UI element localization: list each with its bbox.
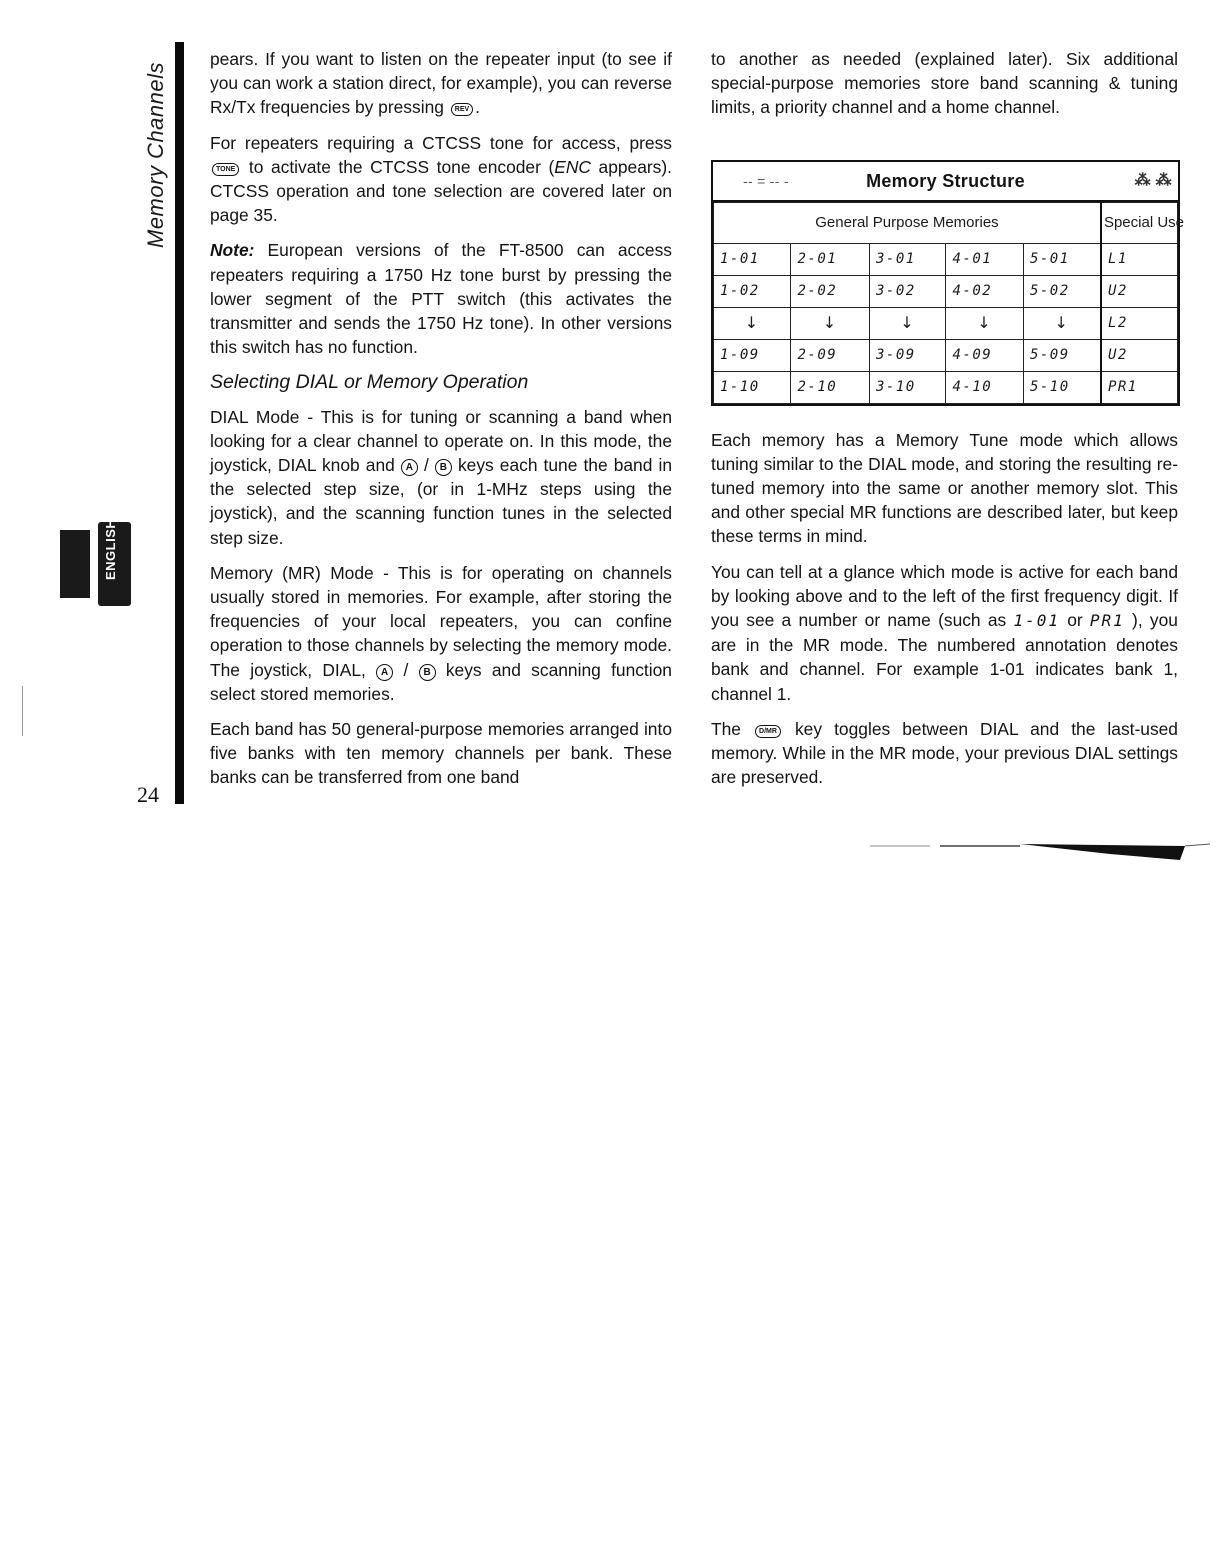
special-memory-cell: L2 (1101, 307, 1178, 339)
memory-cell: 2-09 (791, 339, 870, 371)
memory-structure-table (711, 160, 1184, 406)
paragraph-memory-tune: Each memory has a Memory Tune mode which allows tuning similar to the DIAL mode, and storing the resulting re-tuned memory into the same or another memory slot. This and other special MR functions are described later, but keep these terms in mind. (711, 429, 1178, 547)
dial-mr-key-icon: D/MR (755, 725, 781, 738)
memory-cell: 5-10 (1023, 371, 1101, 403)
margin-mark (22, 686, 23, 712)
b-key-icon: B (435, 459, 452, 476)
paragraph-banks: Each band has 50 general-purpose memories arranged into five banks with ten memory channels per bank. These banks can be transferred from one band (210, 719, 672, 788)
paragraph-repeater-reverse: pears. If you want to listen on the repeater input (to see if you can work a station direct, for example), you can reverse Rx/Tx frequencies by pressing REV . (210, 49, 672, 118)
memory-row (714, 339, 1178, 371)
memory-cell: 1-09 (714, 339, 791, 371)
a-key-icon: A (376, 664, 393, 681)
memory-structure-title-bar (713, 162, 1178, 202)
down-arrow-icon: ↓ (869, 307, 945, 339)
memory-cell: 3-10 (869, 371, 945, 403)
right-column (711, 47, 1184, 800)
paragraph-note: Note: European versions of the FT-8500 can access repeaters requiring a 1750 Hz tone burst by pressing the lower segment of the PTT switch (this activates the transmitter and sends the 1750 Hz tone). In other versions this switch has no function. (210, 240, 672, 358)
section-title: Memory Channels (143, 61, 168, 248)
scribble-decoration: ⁂ ⁂ (1134, 171, 1172, 189)
memory-cell: 2-02 (791, 275, 870, 307)
memory-cell: 5-01 (1023, 243, 1101, 275)
paragraph-dmr-key: The D/MR key toggles between DIAL and the last-used memory. While in the MR mode, your previous DIAL settings are preserved. (711, 718, 1178, 788)
paragraph-mode-indicator: You can tell at a glance which mode is active for each band by looking above and to the left of the first frequency digit. If you see a number or name (such as 1-01 or PR1 ), you are in the MR mode. The numbered annotation denotes bank and channel. For example 1-01 indicates bank 1, channel 1. (711, 561, 1178, 704)
memory-cell: 5-02 (1023, 275, 1101, 307)
memory-row (714, 371, 1178, 403)
scan-streak (870, 838, 1215, 868)
special-memory-cell: U2 (1101, 275, 1178, 307)
note-label: Note: (210, 240, 255, 261)
language-tab-strip (60, 530, 90, 598)
memory-cell: 3-09 (869, 339, 945, 371)
memory-row (714, 275, 1178, 307)
language-tab-label: ENGLISH (103, 518, 118, 580)
memory-cell: 4-09 (946, 339, 1023, 371)
down-arrow-icon: ↓ (1023, 307, 1101, 339)
memory-cell: 1-02 (714, 275, 791, 307)
memory-cell: 4-02 (946, 275, 1023, 307)
tone-key-icon: TONE (212, 163, 239, 176)
down-arrow-icon: ↓ (714, 307, 791, 339)
subheading: Selecting DIAL or Memory Operation (210, 371, 529, 394)
special-memory-cell: U2 (1101, 339, 1178, 371)
paragraph-special-memories: to another as needed (explained later). Six additional special-purpose memories store band scanning & tuning limits, a priority channel and a home channel. (711, 49, 1178, 118)
memory-row (714, 243, 1178, 275)
paragraph-mr-mode: Memory (MR) Mode - This is for operating on channels usually stored in memories. For example, after storing the frequencies of your local repeaters, you can confine operation to those channels by selecting the memory mode. The joystick, DIAL, A / B keys and scanning function select stored memories. (210, 562, 672, 704)
down-arrow-icon: ↓ (791, 307, 870, 339)
memory-cell: 3-01 (869, 243, 945, 275)
left-column (210, 47, 672, 801)
memory-cell: 4-10 (946, 371, 1023, 403)
memory-structure-title: Memory Structure (866, 170, 1025, 191)
a-key-icon: A (401, 459, 418, 476)
paragraph-ctcss: For repeaters requiring a CTCSS tone for access, press TONE to activate the CTCSS tone encoder (ENC appears). CTCSS operation and tone selection are covered later on page 35. (210, 132, 672, 226)
lcd-example-memory: 1-01 (1013, 611, 1060, 631)
general-purpose-header: General Purpose Memories (714, 202, 1101, 243)
special-use-header: Special Use (1101, 202, 1178, 243)
lcd-example-priority: PR1 (1089, 611, 1125, 631)
special-memory-cell: PR1 (1101, 371, 1178, 403)
b-key-icon: B (419, 664, 436, 681)
margin-mark (22, 712, 23, 736)
special-memory-cell: L1 (1101, 243, 1178, 275)
memory-cell: 2-10 (791, 371, 870, 403)
page-number: 24 (137, 782, 159, 807)
memory-cell: 4-01 (946, 243, 1023, 275)
section-bar (175, 42, 184, 804)
memory-cell: 5-09 (1023, 339, 1101, 371)
scribble-decoration: -- = -- - (743, 172, 789, 189)
memory-cell: 3-02 (869, 275, 945, 307)
memory-cell: 1-10 (714, 371, 791, 403)
memory-row (714, 307, 1178, 339)
down-arrow-icon: ↓ (946, 307, 1023, 339)
paragraph-dial-mode: DIAL Mode - This is for tuning or scanning a band when looking for a clear channel to operate on. In this mode, the joystick, DIAL knob and A / B keys each tune the band in the selected step size, (or in 1-MHz steps using the joystick), and the scanning function tunes in the selected step size. (210, 406, 672, 548)
memory-cell: 1-01 (714, 243, 791, 275)
memory-cell: 2-01 (791, 243, 870, 275)
rev-key-icon: REV (451, 103, 473, 116)
memory-grid (713, 202, 1184, 404)
